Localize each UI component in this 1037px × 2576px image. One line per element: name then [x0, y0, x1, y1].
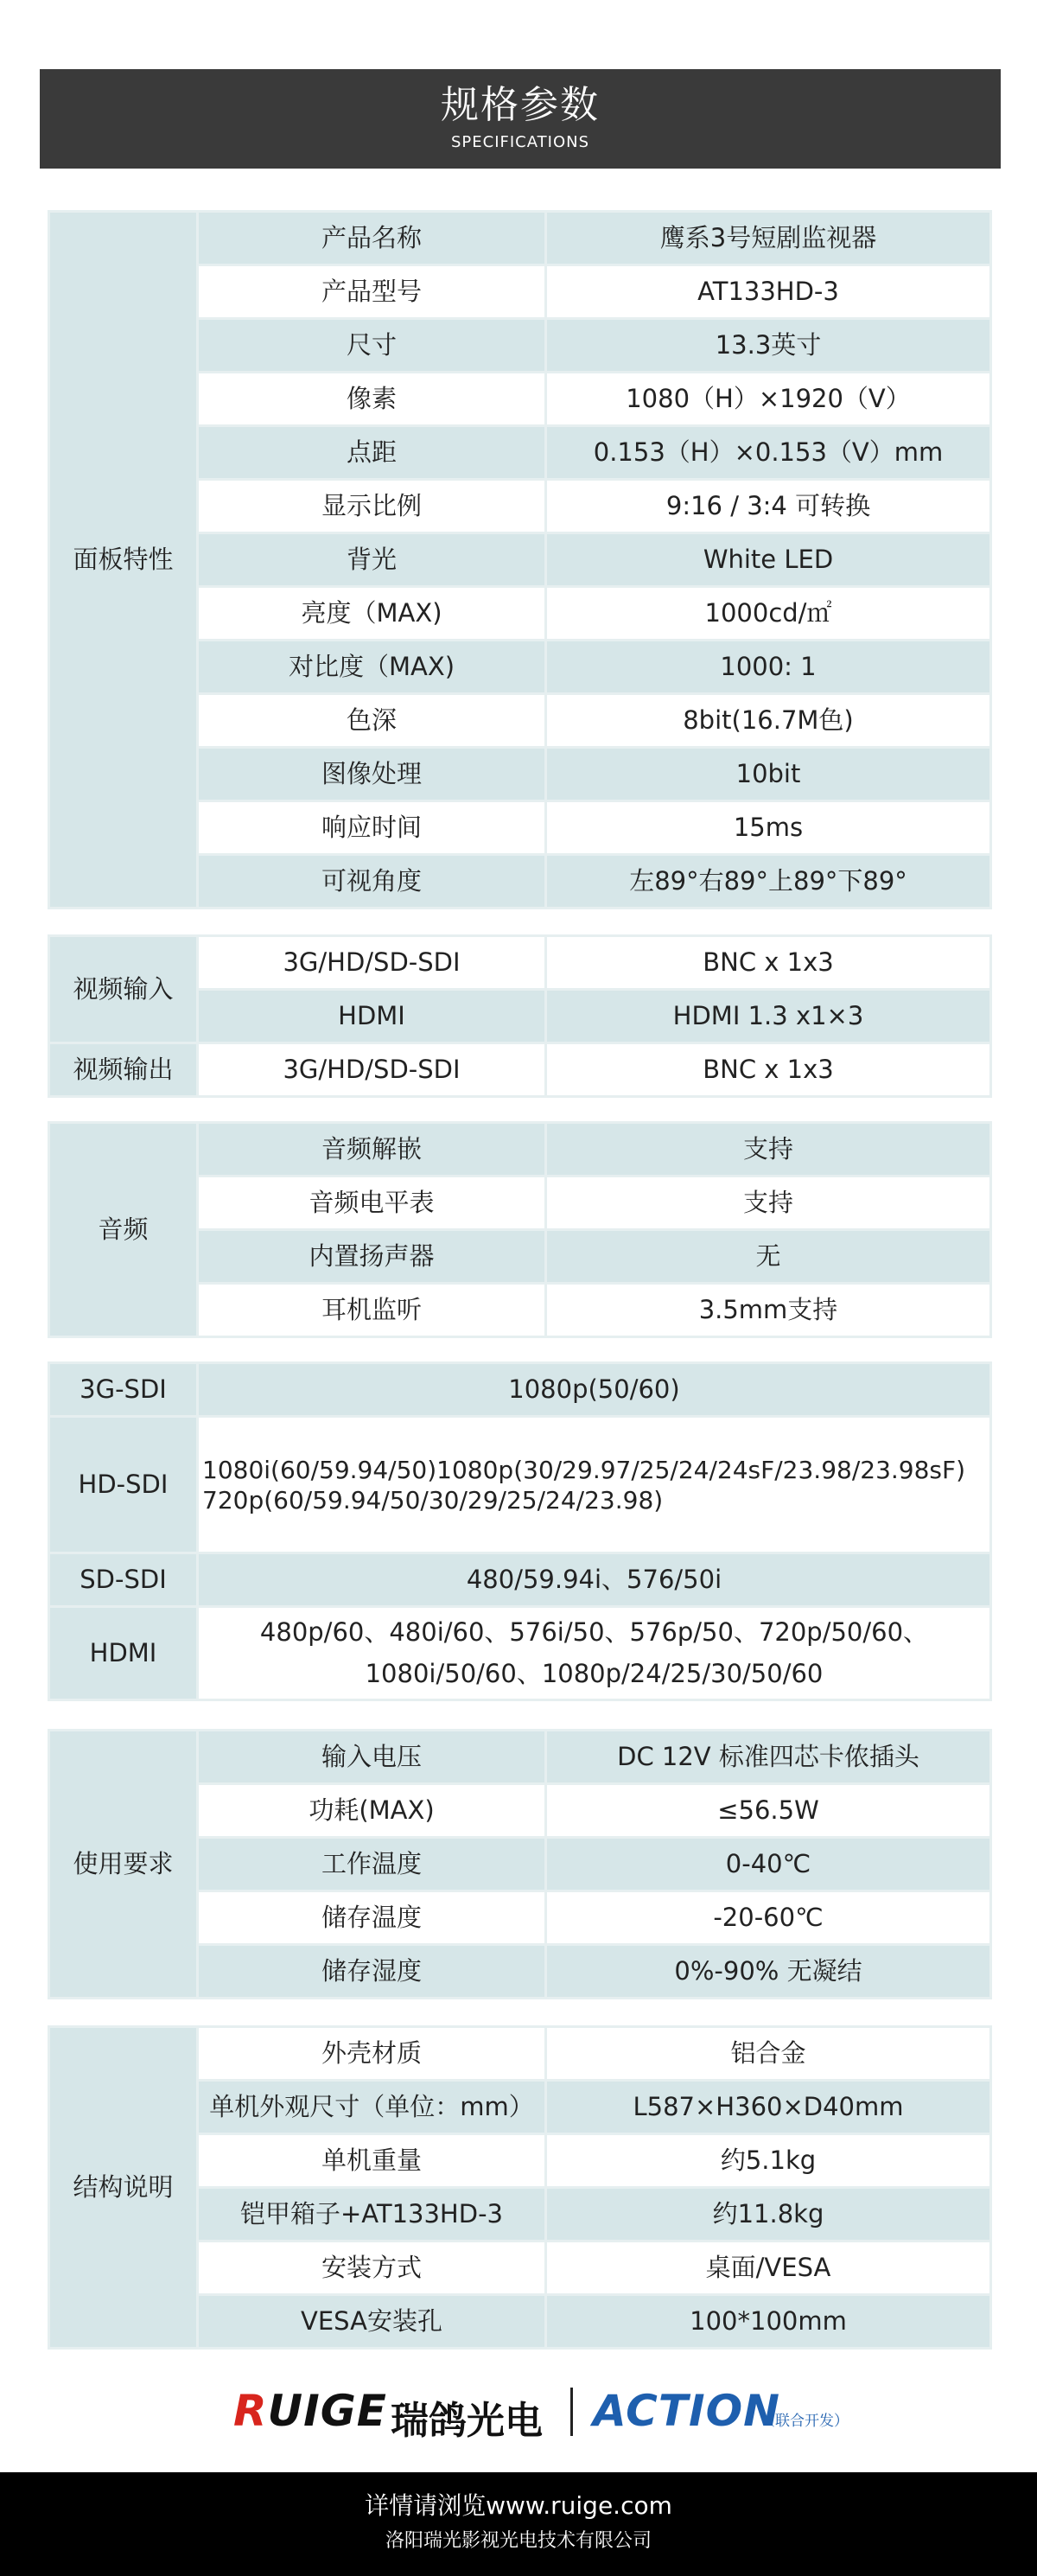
format-value-line: 480p/60、480i/60、576i/50、576p/50、720p/50/60、: [259, 1616, 929, 1647]
spec-value: 1080（H）×1920（V）: [546, 373, 991, 426]
spec-value: 0-40℃: [546, 1838, 991, 1891]
spec-group-label: 使用要求: [49, 1731, 198, 1999]
table-row: [49, 2027, 991, 2081]
spec-value: 100*100mm: [546, 2295, 991, 2349]
format-value-hdmi: [198, 1607, 991, 1700]
spec-key: 亮度（MAX): [198, 587, 546, 641]
spec-key: 外壳材质: [198, 2027, 546, 2081]
spec-value: 桌面/VESA: [546, 2241, 991, 2295]
audio-spec-body: [49, 1123, 991, 1337]
spec-key: HDMI: [198, 990, 546, 1043]
spec-value: HDMI 1.3 x1×3: [546, 990, 991, 1043]
format-value-sd-sdi: 480/59.94i、576/50i: [198, 1553, 991, 1607]
spec-key: 安装方式: [198, 2241, 546, 2295]
spec-value: 15ms: [546, 801, 991, 855]
brand-logos: [0, 2377, 1037, 2446]
spec-key: 3G/HD/SD-SDI: [198, 1043, 546, 1097]
structure-spec-table: [48, 2025, 992, 2350]
video-io-table: [48, 934, 992, 1098]
spec-value: 0%-90% 无凝结: [546, 1945, 991, 1999]
spec-key: 产品型号: [198, 265, 546, 319]
spec-key: 内置扬声器: [198, 1230, 546, 1284]
specs-header: [40, 69, 1001, 169]
table-row: [49, 936, 991, 990]
spec-key: 图像处理: [198, 748, 546, 801]
spec-value: 鹰系3号短剧监视器: [546, 212, 991, 265]
spec-key: 对比度（MAX): [198, 641, 546, 694]
table-row: [49, 1417, 991, 1553]
spec-value: 铝合金: [546, 2027, 991, 2081]
footer-website: 详情请浏览www.ruige.com: [365, 2491, 672, 2520]
spec-value: 支持: [546, 1123, 991, 1176]
format-label-3g-sdi: 3G-SDI: [49, 1363, 198, 1417]
table-row: [49, 1123, 991, 1176]
spec-key: 铠甲箱子+AT133HD-3: [198, 2188, 546, 2241]
format-value-line: 1080i(60/59.94/50)1080p(30/29.97/25/24/24sF/23.98/23.98sF): [202, 1455, 966, 1484]
footer: [0, 2472, 1037, 2576]
table-row: [49, 1731, 991, 1784]
spec-key: 工作温度: [198, 1838, 546, 1891]
format-value-line: 1080i/50/60、1080p/24/25/30/50/60: [365, 1658, 824, 1688]
format-label-sd-sdi: SD-SDI: [49, 1553, 198, 1607]
spec-value: 1000: 1: [546, 641, 991, 694]
spec-value: L587×H360×D40mm: [546, 2081, 991, 2134]
page-subtitle: SPECIFICATIONS: [450, 133, 590, 151]
video-input-group-label: 视频输入: [49, 936, 198, 1043]
power-spec-table: [48, 1729, 992, 1999]
spec-key: 色深: [198, 694, 546, 748]
spec-key: 点距: [198, 426, 546, 480]
action-logo-subtitle: （联合开发）: [760, 2413, 849, 2430]
spec-group-label: 音频: [49, 1123, 198, 1337]
spec-value: 1000cd/㎡: [546, 587, 991, 641]
spec-key: 功耗(MAX): [198, 1784, 546, 1838]
spec-value: BNC x 1x3: [546, 1043, 991, 1097]
table-row: [49, 1043, 991, 1097]
spec-key: 背光: [198, 533, 546, 587]
spec-key: 储存湿度: [198, 1945, 546, 1999]
page-title: 规格参数: [441, 83, 600, 127]
ruige-logo: RUIGE: [233, 2386, 387, 2436]
spec-value: 13.3英寸: [546, 319, 991, 373]
spec-value: 8bit(16.7M色): [546, 694, 991, 748]
spec-key: 单机外观尺寸（单位：mm）: [198, 2081, 546, 2134]
spec-value: ≤56.5W: [546, 1784, 991, 1838]
spec-key: 3G/HD/SD-SDI: [198, 936, 546, 990]
video-output-group-label: 视频输出: [49, 1043, 198, 1097]
signal-format-table: [48, 1361, 992, 1701]
format-label-hdmi: HDMI: [49, 1607, 198, 1700]
power-spec-body: [49, 1731, 991, 1999]
spec-value: 约5.1kg: [546, 2134, 991, 2188]
spec-key: 显示比例: [198, 480, 546, 533]
ruige-logo-chinese: 瑞鸽光电: [391, 2399, 543, 2443]
audio-spec-table: [48, 1121, 992, 1338]
action-logo: ACTION: [593, 2386, 780, 2436]
spec-key: 音频电平表: [198, 1176, 546, 1230]
structure-spec-body: [49, 2027, 991, 2349]
spec-key: 单机重量: [198, 2134, 546, 2188]
spec-value: -20-60℃: [546, 1891, 991, 1945]
table-row: [49, 1607, 991, 1700]
table-row: [49, 1363, 991, 1417]
spec-key: 输入电压: [198, 1731, 546, 1784]
panel-spec-body: [49, 212, 991, 909]
spec-value: AT133HD-3: [546, 265, 991, 319]
format-label-hd-sdi: HD-SDI: [49, 1417, 198, 1553]
format-value-3g-sdi: 1080p(50/60): [198, 1363, 991, 1417]
panel-spec-table: [48, 210, 992, 909]
logo-divider: [570, 2388, 573, 2436]
spec-key: VESA安装孔: [198, 2295, 546, 2349]
spec-value: DC 12V 标准四芯卡侬插头: [546, 1731, 991, 1784]
spec-key: 储存温度: [198, 1891, 546, 1945]
spec-value: 9:16 / 3:4 可转换: [546, 480, 991, 533]
format-value-line: 720p(60/59.94/50/30/29/25/24/23.98): [202, 1485, 664, 1514]
spec-key: 响应时间: [198, 801, 546, 855]
spec-value: 约11.8kg: [546, 2188, 991, 2241]
spec-key: 尺寸: [198, 319, 546, 373]
footer-company: 洛阳瑞光影视光电技术有限公司: [385, 2530, 652, 2552]
table-row: [49, 212, 991, 265]
spec-value: White LED: [546, 533, 991, 587]
spec-group-label: 结构说明: [49, 2027, 198, 2349]
spec-value: 左89°右89°上89°下89°: [546, 855, 991, 909]
spec-key: 像素: [198, 373, 546, 426]
spec-key: 音频解嵌: [198, 1123, 546, 1176]
spec-value: 支持: [546, 1176, 991, 1230]
spec-value: 0.153（H）×0.153（V）mm: [546, 426, 991, 480]
table-row: [49, 1553, 991, 1607]
spec-key: 产品名称: [198, 212, 546, 265]
spec-key: 耳机监听: [198, 1284, 546, 1337]
format-value-hd-sdi: [198, 1417, 991, 1553]
spec-value: 10bit: [546, 748, 991, 801]
spec-value: 3.5mm支持: [546, 1284, 991, 1337]
spec-value: BNC x 1x3: [546, 936, 991, 990]
spec-key: 可视角度: [198, 855, 546, 909]
spec-group-label: 面板特性: [49, 212, 198, 909]
spec-value: 无: [546, 1230, 991, 1284]
